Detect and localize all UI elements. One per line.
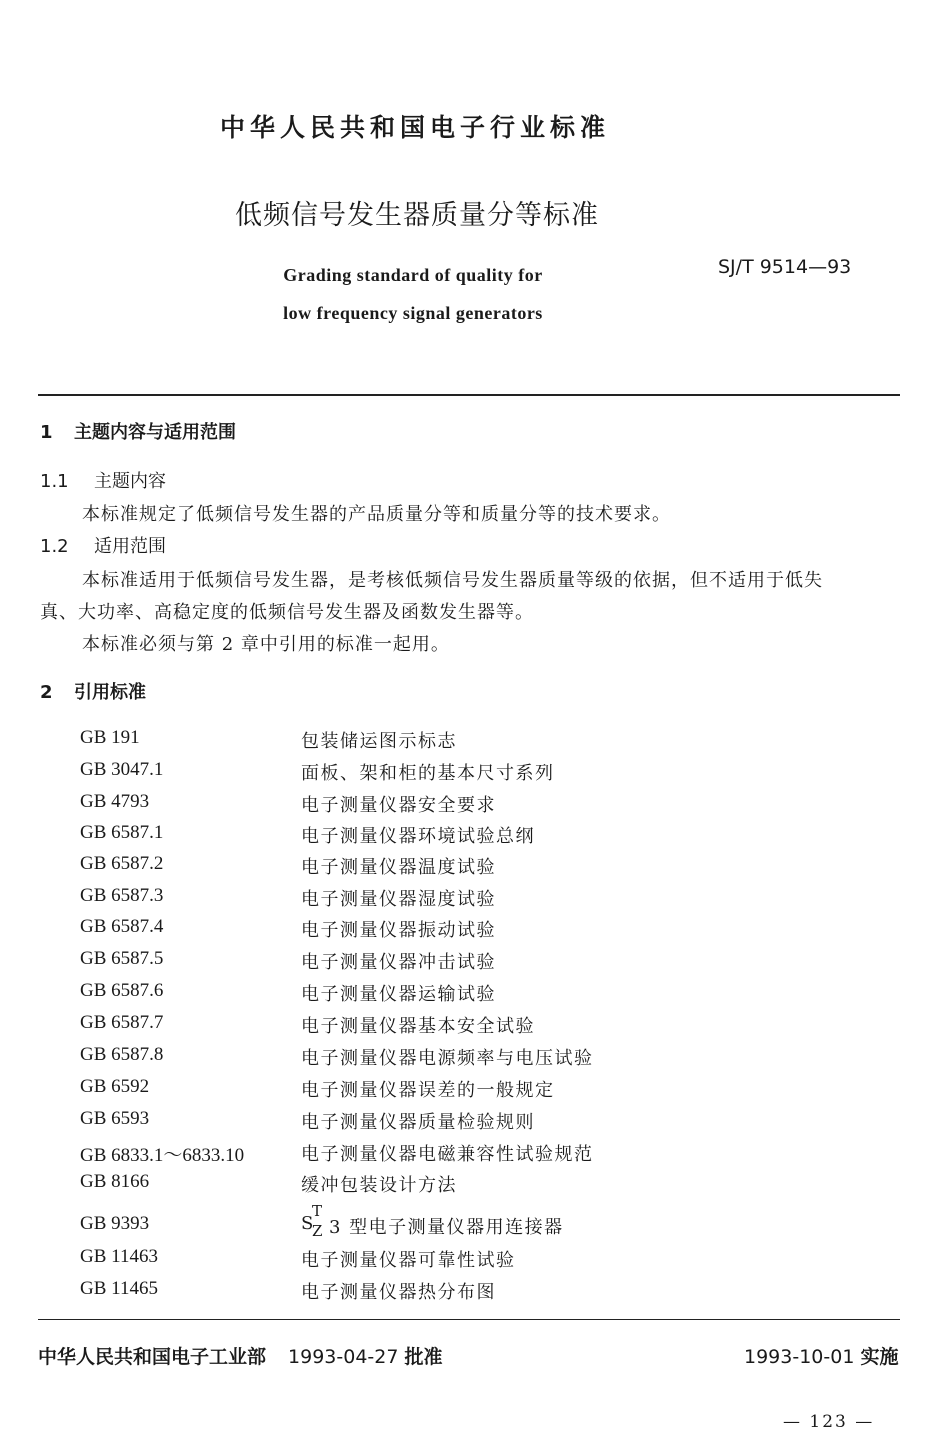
ref-title: 电子测量仪器环境试验总纲 (301, 826, 535, 847)
section-2-heading: 2 引用标准 (40, 682, 146, 703)
effective-date: 1993-10-01 (744, 1346, 855, 1368)
approve-label: 批准 (404, 1346, 443, 1368)
effective-label: 实施 (860, 1346, 899, 1368)
section-1-1-text: 本标准规定了低频信号发生器的产品质量分等和质量分等的技术要求。 (82, 504, 671, 525)
ref-title: 电子测量仪器基本安全试验 (301, 1016, 535, 1037)
ref-code: GB 3047.1 (80, 759, 164, 780)
ref-title: 电子测量仪器安全要求 (301, 795, 496, 816)
ref-title: 电子测量仪器振动试验 (301, 920, 496, 941)
issuer: 中华人民共和国电子工业部 (38, 1346, 267, 1368)
page-number: — 123 — (783, 1412, 875, 1432)
ref-code: GB 6587.1 (80, 822, 164, 843)
approve-date: 1993-04-27 (288, 1346, 399, 1368)
ref-title: 电子测量仪器热分布图 (301, 1282, 496, 1303)
ref-title: 面板、架和柜的基本尺寸系列 (301, 763, 555, 784)
ref-code: GB 6587.2 (80, 853, 164, 874)
ref-title: 电子测量仪器质量检验规则 (301, 1112, 535, 1133)
english-title-line1: Grading standard of quality for (283, 265, 543, 285)
ref-title: 电子测量仪器误差的一般规定 (301, 1080, 555, 1101)
ref-code: GB 11465 (80, 1278, 158, 1299)
footer-approval (38, 1342, 443, 1369)
doc-title: 低频信号发生器质量分等标准 (235, 200, 599, 231)
section-1-2-heading: 1.2 适用范围 (40, 536, 166, 557)
footer-effective (744, 1342, 898, 1369)
ref-code: GB 6587.6 (80, 980, 164, 1001)
ref-code: GB 6833.1～6833.10 (80, 1145, 245, 1166)
ref-code: GB 6593 (80, 1108, 150, 1129)
section-1-2-text-line2: 真、大功率、高稳定度的低频信号发生器及函数发生器等。 (40, 602, 534, 623)
ref-code: GB 11463 (80, 1246, 158, 1267)
ref-title: 电子测量仪器运输试验 (301, 984, 496, 1005)
ref-title: 包装储运图示标志 (301, 731, 457, 752)
ref-code: GB 6587.4 (80, 916, 164, 937)
ref-title: 电子测量仪器湿度试验 (301, 889, 496, 910)
footer-divider (38, 1319, 900, 1320)
ref-code: GB 6587.3 (80, 885, 164, 906)
section-1-heading: 1 主题内容与适用范围 (40, 422, 236, 443)
connector-type-symbol: S T Z (301, 1202, 324, 1240)
ref-code: GB 8166 (80, 1171, 150, 1192)
ref-code: GB 6587.8 (80, 1044, 164, 1065)
doc-code: SJ/T 9514—93 (718, 256, 852, 278)
ref-title: 电子测量仪器温度试验 (301, 857, 496, 878)
ref-title: 电子测量仪器电磁兼容性试验规范 (301, 1144, 594, 1165)
ref-code: GB 6587.7 (80, 1012, 164, 1033)
ref-title: S T Z 3 型电子测量仪器用连接器 (301, 1202, 564, 1240)
ref-code: GB 9393 (80, 1213, 150, 1234)
ref-code: GB 6587.5 (80, 948, 164, 969)
ref-code: GB 4793 (80, 791, 150, 812)
ref-title: 电子测量仪器冲击试验 (301, 952, 496, 973)
section-1-1-heading: 1.1 主题内容 (40, 471, 166, 492)
ref-code: GB 6592 (80, 1076, 150, 1097)
header-divider (38, 394, 900, 396)
ref-title: 电子测量仪器电源频率与电压试验 (301, 1048, 594, 1069)
org-title: 中华人民共和国电子行业标准 (219, 113, 610, 142)
section-1-2-text-line1: 本标准适用于低频信号发生器，是考核低频信号发生器质量等级的依据，但不适用于低失 (82, 570, 823, 591)
ref-title: 缓冲包装设计方法 (301, 1175, 457, 1196)
ref-code: GB 191 (80, 727, 140, 748)
ref-title: 电子测量仪器可靠性试验 (301, 1250, 516, 1271)
english-title-line2: low frequency signal generators (283, 303, 543, 323)
section-1-2-text2: 本标准必须与第 2 章中引用的标准一起用。 (82, 634, 450, 655)
